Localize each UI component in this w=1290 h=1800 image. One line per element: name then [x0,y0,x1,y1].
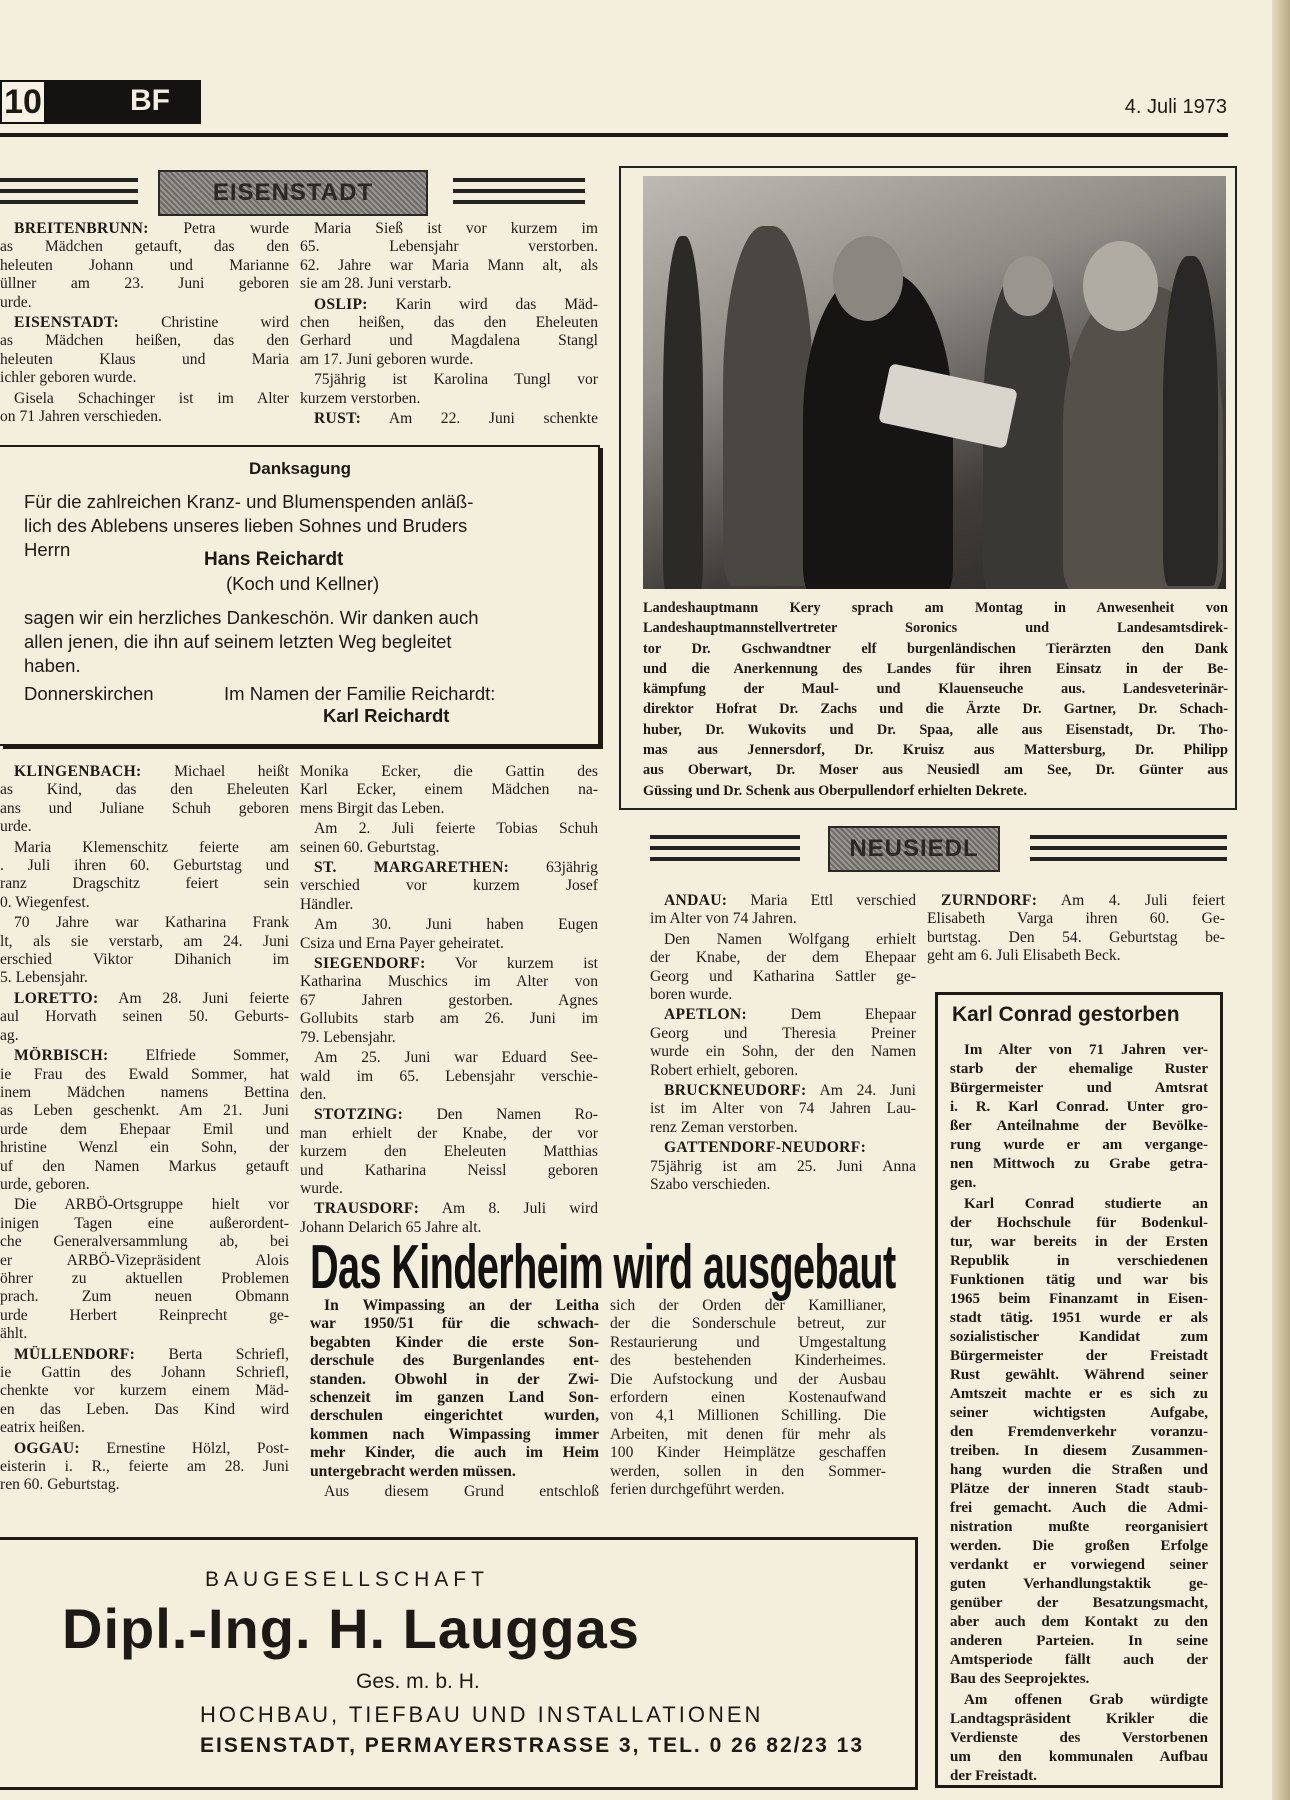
danksagung-box [0,445,600,746]
caption-line: Landeshauptmannstellvertreter Soronics und Landesamtsdirek- [643,620,1228,637]
text-line: Restaurierung und Umgestaltung [610,1333,886,1351]
text-line: der Knabe, der dem Ehepaar [650,949,916,967]
text-line: genüber der Besatzungsmacht, [950,1595,1208,1611]
text-line: Rust gewählt. Während seiner [950,1367,1208,1383]
text-line: Republik in verschiedenen [950,1253,1208,1269]
caption-line: tor Dr. Gschwandtner elf burgenländischen Tierärzten den Dank [643,640,1228,657]
page-edge-shadow [1272,0,1290,1800]
text-line: Robert erhielt, geboren. [650,1061,799,1079]
text-line [0,990,289,1008]
paragraph [300,955,598,1047]
photo-caption [643,598,1228,801]
danksagung-line: lich des Ablebens unseres lieben Sohnes und Bruders [24,515,468,536]
text-line: Elisabeth Varga ihren 60. Ge- [927,910,1225,928]
paragraph [300,763,598,818]
text-line: am 17. Juni geboren wurde. [300,350,474,368]
paragraph [650,892,916,929]
place-name: OSLIP: [314,295,368,313]
text-line: und Katharina Neissl geboren [300,1161,598,1179]
text-line: mens Birgit das Leben. [300,799,445,817]
place-name: MÜLLENDORF: [14,1345,136,1363]
text-line: as Mädchen heißen, das den [0,332,289,350]
photo-box [619,166,1237,810]
text-line: Im Alter von 71 Jahren ver- [964,1042,1208,1058]
text-line: der Freistadt. [950,1768,1037,1784]
text-line [650,1139,916,1157]
text-line: erschied Viktor Dihanich im [0,951,289,969]
text-line: seiner wichtigsten Aufgabe, [950,1405,1208,1421]
text-line: Amtszeit machte er es sich zu [950,1386,1208,1402]
text-line: ferien durchgeführt werden. [610,1481,785,1499]
ad-company-name: Dipl.-Ing. H. Lauggas [62,1597,640,1660]
text-line [650,1082,916,1100]
article-column-1 [310,1297,599,1503]
paragraph [310,1483,599,1501]
text-line: begabten Kinder die erste Son- [310,1333,599,1351]
caption-line: mas aus Jennersdorf, Dr. Kruisz aus Mattersburg, Dr. Philipp [643,742,1228,759]
text-line: Funktionen tätig und war bis [950,1272,1208,1288]
paragraph [0,914,289,988]
place-name: ZURNDORF: [941,892,1038,909]
text-line: rung wurde er am vergange- [950,1137,1208,1153]
paragraph [0,990,289,1045]
text-line: wurde ein Sohn, der den Namen [650,1043,916,1061]
text-line: ist im Alter von 74 Jahren Lau- [650,1100,916,1118]
text-line: prach. Zum neuen Obmann [0,1288,289,1306]
line-text: Maria Ettl verschied [727,892,916,909]
text-line: tur, war bereits in der Ersten [950,1234,1208,1250]
text-line: Gisela Schachinger ist im Alter [14,389,289,407]
paragraph [650,1139,916,1194]
caption-line: direktor Hofrat Dr. Zachs und die Ärzte Dr. Gartner, Dr. Schach- [643,701,1228,718]
text-line: war 1950/51 für die schwach- [310,1315,599,1333]
text-line: treiben. In diesem Zusammen- [950,1443,1208,1459]
text-line: urde. [0,818,32,836]
text-line: Händler. [300,895,354,913]
text-line: Verdienste des Verstorbenen [950,1730,1208,1746]
text-line: kurzem den Eheleuten Matthias [300,1143,598,1161]
place-name: BREITENBRUNN: [14,220,149,237]
danksagung-signer: Karl Reichardt [323,705,450,726]
text-line [650,1006,916,1024]
paragraph [950,1691,1208,1786]
place-name: MÖRBISCH: [14,1047,109,1065]
paragraph [300,916,598,953]
text-line: öhrer zu aktuellen Problemen [0,1269,289,1287]
place-name: TRAUSDORF: [314,1200,420,1218]
text-line: Bau des Seeprojektes. [950,1671,1090,1687]
text-line: heleuten Johann und Marianne [0,256,289,274]
line-text: Christine wird [118,314,289,332]
article-headline: Das Kinderheim wird ausgebaut [310,1233,896,1302]
line-text: Berta Schriefl, [135,1345,289,1363]
text-line: urde. [0,293,32,311]
place-name: BRUCKNEUDORF: [664,1082,807,1100]
page-number: 10 [0,80,46,124]
section-header-neusiedl: NEUSIEDL [828,826,1000,872]
text-line: Am 30. Juni haben Eugen [314,916,598,934]
text-line: seinen 60. Geburtstag. [300,838,440,856]
deceased-occupation: (Koch und Kellner) [226,573,380,594]
text-line [300,296,598,314]
text-line [300,410,598,428]
text-line: inem Mädchen namens Bettina [0,1083,289,1101]
text-line: 79. Lebensjahr. [300,1028,396,1046]
text-line: man erhielt der Knabe, der vor [300,1124,598,1142]
text-line [300,1200,598,1218]
danksagung-family: Im Namen der Familie Reichardt: [224,683,496,704]
ad-kicker: BAUGESELLSCHAFT [205,1568,489,1591]
paragraph [0,763,289,837]
danksagung-place: Donnerskirchen [24,683,154,704]
obituary-box [935,992,1223,1788]
text-line: Plätze der inneren Stadt staub- [950,1481,1208,1497]
paragraph [950,1195,1208,1689]
text-line: im Alter von 74 Jahren. [650,910,797,928]
text-line [300,859,598,877]
line-text: Petra wurde [148,220,289,237]
text-line: kurzem verstorben. [300,389,421,407]
text-line: urde, geboren. [0,1175,90,1193]
text-line: 0. Wiegenfest. [0,893,90,911]
text-line: kommen nach Wimpassing immer [310,1425,599,1443]
text-line: Georg und Theresia Preiner [650,1024,916,1042]
paragraph [610,1297,886,1499]
line-text: 63jährig [509,859,598,877]
place-name: RUST: [314,410,362,428]
text-line: Aus diesem Grund entschloß [324,1483,599,1501]
line-text: Elfriede Sommer, [108,1047,289,1065]
place-name: APETLON: [664,1006,747,1024]
text-line: boren wurde. [650,986,733,1004]
ad-services: HOCHBAU, TIEFBAU UND INSTALLATIONEN [200,1702,764,1727]
text-line: derschulen eingerichtet wurden, [310,1407,599,1425]
text-line: 62. Jahre war Maria Mann alt, als [300,256,598,274]
text-line: er ARBÖ-Vizepräsident Alois [0,1251,289,1269]
paragraph [310,1297,599,1481]
line-text: Am 28. Juni feierte [98,989,289,1007]
place-name: LORETTO: [14,989,99,1007]
obituary-title: Karl Conrad gestorben [952,1003,1180,1026]
text-line: eisterin i. R., feierte am 28. Juni [0,1458,289,1476]
text-line [0,314,289,332]
text-line: Maria Klemenschitz feierte am [14,838,289,856]
line-text: Am 22. Juni schenkte [361,410,598,428]
paragraph [300,1106,598,1198]
line-text: Den Namen Ro- [403,1106,598,1124]
text-line [300,955,598,973]
text-line: as Kind, das den Eheleuten [0,781,289,799]
text-line: werden. Die großen Erfolge [950,1538,1208,1554]
column-eisenstadt-2 [300,220,598,430]
text-line: on 71 Jahren verschieden. [0,408,162,426]
column-local-news-1 [0,763,289,1497]
text-line: 75jährig ist am 25. Juni Anna [650,1157,916,1175]
text-line: schenzeit im ganzen Land Son- [310,1389,599,1407]
line-text: Am 4. Juli feiert [1037,892,1225,909]
text-line: Bürgermeister und Amtsrat [950,1080,1208,1096]
text-line: Amtsperiode fällt auch der [950,1652,1208,1668]
text-line: 1965 beim Finanzamt in Eisen- [950,1291,1208,1307]
section-stripes-left [0,178,138,208]
text-line: as Leben geschenkt. Am 21. Juni [0,1102,289,1120]
text-line: Am 25. Juni war Eduard See- [314,1049,598,1067]
text-line: chenkte vor kurzem einem Mäd- [0,1382,289,1400]
danksagung-line: allen jenen, die ihn auf seinem letzten Weg begleitet [24,631,452,652]
paragraph [0,1346,289,1438]
text-line [0,1047,289,1065]
article-column-2 [610,1297,886,1501]
text-line: Die ARBÖ-Ortsgruppe hielt vor [14,1196,289,1214]
text-line: derschule des Burgenlandes ent- [310,1352,599,1370]
text-line: wald im 65. Lebensjahr verschie- [300,1067,598,1085]
paragraph [300,296,598,370]
place-name: GATTENDORF-NEUDORF: [664,1139,867,1157]
text-line: aber auch dem Kontakt zu den [950,1614,1208,1630]
text-line [0,220,289,238]
caption-line: huber, Dr. Wukovits und Dr. Spaa, alle aus Eisenstadt, Dr. Tho- [643,721,1228,738]
caption-line: Güssing und Dr. Schenk aus Oberpullendorf erhielten Dekrete. [643,782,1028,799]
text-line: der Hochschule für Bodenkul- [950,1215,1208,1231]
text-line: urde Herbert Reinprecht ge- [0,1306,289,1324]
text-line: Karl Conrad studierte an [964,1196,1208,1212]
text-line: aul Horvath seinen 50. Geburts- [0,1008,289,1026]
danksagung-herrn: Herrn [24,539,71,560]
caption-line: und die Anerkennung des Landes für ihren Einsatz in der Be- [643,660,1228,677]
line-text: Michael heißt [141,763,289,780]
caption-line: aus Oberwart, Dr. Moser aus Neusiedl am See, Dr. Günter aus [643,762,1228,779]
text-line [927,892,1225,910]
text-line: Gollubits starb am 26. Juni im [300,1010,598,1028]
text-line: 5. Lebensjahr. [0,969,88,987]
section-label: BF [130,84,170,117]
header-rule [0,133,1228,137]
text-line: che Generalversammlung ab, bei [0,1233,289,1251]
paragraph [927,892,1225,966]
paragraph [300,410,598,428]
place-name: EISENSTADT: [14,314,119,332]
danksagung-title: Danksagung [248,459,352,478]
text-line: stadt tätig. 1951 wurde er als [950,1310,1208,1326]
place-name: SIEGENDORF: [314,955,426,973]
text-line: 100 Kinder Heimplätze geschaffen [610,1444,886,1462]
paragraph [650,931,916,1005]
text-line: 65. Lebensjahr verstorben. [300,238,598,256]
text-line: Georg und Katharina Sattler ge- [650,967,916,985]
paragraph [300,220,598,294]
text-line: den. [300,1085,327,1103]
section-stripes-left [650,835,800,865]
text-line: Am 2. Juli feierte Tobias Schuh [314,820,598,838]
text-line: Maria Sieß ist vor kurzem im [314,220,598,237]
text-line: hristine Wenzl ein Sohn, der [0,1139,289,1157]
text-line: Csiza und Erna Payer geheiratet. [300,934,504,952]
text-line: Szabo verschieden. [650,1176,771,1194]
text-line: Katharina Muschics im Alter von [300,973,598,991]
danksagung-line: sagen wir ein herzliches Dankeschön. Wir danken auch [24,607,479,628]
paragraph [950,1041,1208,1193]
text-line: ählt. [0,1325,28,1343]
text-line: . Juli ihren 60. Geburtstag und [0,857,289,875]
ad-address: EISENSTADT, PERMAYERSTRASSE 3, TEL. 0 26 82/23 13 [200,1734,865,1757]
text-line: guten Verhandlungstaktik ge- [950,1576,1208,1592]
advertisement-lauggas [0,1537,918,1790]
line-text: Ernestine Hölzl, Post- [79,1439,289,1457]
paragraph [300,820,598,857]
line-text: Vor kurzem ist [425,955,598,973]
text-line: 70 Jahre war Katharina Frank [14,914,289,932]
place-name: OGGAU: [14,1439,80,1457]
text-line: In Wimpassing an der Leitha [324,1297,599,1314]
text-line: anderen Parteien. In seine [950,1633,1208,1649]
text-line: verschied vor kurzem Josef [300,877,598,895]
text-line: lt, als sie verstarb, am 24. Juni [0,932,289,950]
text-line: des bestehenden Kinderheimes. [610,1352,886,1370]
paragraph [0,1047,289,1194]
text-line: en das Leben. Das Kind wird [0,1400,289,1418]
text-line: um den kommunalen Aufbau [950,1749,1208,1765]
obituary-body [950,1041,1208,1788]
text-line: von 4,1 Millionen Schilling. Die [610,1407,886,1425]
paragraph [300,371,598,408]
line-text: Dem Ehepaar [746,1006,916,1024]
paragraph [0,1196,289,1343]
text-line [650,892,916,910]
text-line: sich der Orden der Kamillianer, [610,1297,886,1314]
column-neusiedl-2 [927,892,1225,968]
text-line [0,763,289,781]
issue-date: 4. Juli 1973 [1124,96,1227,118]
text-line: starb der ehemalige Ruster [950,1061,1208,1077]
paragraph [0,390,289,427]
text-line: ranz Dragschitz feiert sein [0,875,289,893]
line-text: Am 24. Juni [806,1082,916,1100]
section-header-eisenstadt: EISENSTADT [158,170,428,216]
text-line: i. R. Karl Conrad. Unter gro- [950,1099,1208,1115]
text-line: untergebracht werden müssen. [310,1462,516,1480]
place-name: ST. MARGARETHEN: [314,859,510,877]
column-neusiedl-1 [650,892,916,1197]
award-ceremony-photo [643,176,1226,589]
text-line: eatrix heißen. [0,1419,85,1437]
text-line: uf den Namen Markus getauft [0,1157,289,1175]
place-name: KLINGENBACH: [14,763,142,780]
text-line: ans und Juliane Schuh geboren [0,799,289,817]
ad-legal-form: Ges. m. b. H. [356,1670,480,1693]
paragraph [0,314,289,388]
text-line: erfordern einen Kostenaufwand [610,1389,886,1407]
text-line: frei gemacht. Auch die Admi- [950,1500,1208,1516]
paragraph [300,1049,598,1104]
text-line: Gerhard und Magdalena Stangl [300,332,598,350]
deceased-name: Hans Reichardt [204,549,344,570]
text-line: ren 60. Geburtstag. [0,1476,120,1494]
text-line: 75jährig ist Karolina Tungl vor [314,371,598,389]
text-line: heleuten Klaus und Maria [0,350,289,368]
text-line: urde dem Ehepaar Emil und [0,1120,289,1138]
text-line: werden, sollen in den Sommer- [610,1462,886,1480]
text-line: geht am 6. Juli Elisabeth Beck. [927,947,1121,965]
paragraph [300,859,598,914]
text-line [300,1106,598,1124]
text-line: as Mädchen getauft, das den [0,238,289,256]
text-line: inigen Tagen eine außerordent- [0,1214,289,1232]
danksagung-line: Für die zahlreichen Kranz- und Blumenspenden anläß- [24,491,474,512]
line-text: Am 8. Juli wird [419,1200,598,1218]
text-line: verdankt er vorwiegend seiner [950,1557,1208,1573]
text-line [0,1346,289,1364]
text-line: gen. [950,1175,977,1191]
paragraph [0,220,289,312]
text-line: Arbeiten, mit denen für mehr als [610,1425,886,1443]
danksagung-line: haben. [24,655,81,676]
caption-line: kämpfung der Maul- und Klauenseuche aus. Landesveterinär- [643,681,1228,698]
line-text: Karin wird das Mäd- [367,295,598,313]
text-line: mehr Kinder, die auch im Heim [310,1444,599,1462]
text-line: chen heißen, das den Eheleuten [300,314,598,332]
text-line: üllner am 23. Juni geboren [0,275,289,293]
text-line: ag. [0,1026,19,1044]
column-eisenstadt-1 [0,220,289,428]
text-line: Die Aufstockung und der Ausbau [610,1370,886,1388]
place-name: ANDAU: [664,892,728,909]
text-line [0,1440,289,1458]
section-stripes-right [1030,835,1227,865]
text-line: Am offenen Grab würdigte [964,1692,1208,1708]
text-line: nistration mußte reorganisiert [950,1519,1208,1535]
text-line: wurde. [300,1179,343,1197]
text-line: Johann Delarich 65 Jahre alt. [300,1218,482,1236]
text-line: renz Zeman verstorben. [650,1118,798,1136]
text-line: Karl Ecker, einem Mädchen na- [300,781,598,799]
text-line: sozialistischer Kandidat zum [950,1329,1208,1345]
text-line: der die Sonderschule betreut, zur [610,1315,886,1333]
text-line: nen Mittwoch zu Grabe getra- [950,1156,1208,1172]
section-bar [46,80,201,124]
text-line: Den Namen Wolfgang erhielt [664,930,916,948]
text-line: Monika Ecker, die Gattin des [300,763,598,780]
place-name: STOTZING: [314,1106,404,1124]
text-line: ie Frau des Ewald Sommer, hat [0,1065,289,1083]
text-line: burtstag. Den 54. Geburtstag be- [927,928,1225,946]
paragraph [0,1440,289,1495]
text-line: hang wurden die Straßen und [950,1462,1208,1478]
text-line: Bürgermeister der Freistadt [950,1348,1208,1364]
column-local-news-2 [300,763,598,1239]
text-line: 67 Jahren gestorben. Agnes [300,991,598,1009]
paragraph [650,1082,916,1137]
paragraph [0,839,289,913]
text-line: den Fremdenverkehr voranzu- [950,1424,1208,1440]
text-line: ie Gattin des Johann Schriefl, [0,1364,289,1381]
caption-line: Landeshauptmann Kery sprach am Montag in Anwesenheit von [643,600,1228,616]
text-line: Landtagspräsident Krikler die [950,1711,1208,1727]
paragraph [650,1006,916,1080]
text-line: ichler geboren wurde. [0,369,137,387]
text-line: ßer Anteilnahme der Bevölke- [950,1118,1208,1134]
text-line: standen. Obwohl in der Zwi- [310,1370,599,1388]
section-stripes-right [453,178,585,208]
text-line: sie am 28. Juni verstarb. [300,275,452,293]
